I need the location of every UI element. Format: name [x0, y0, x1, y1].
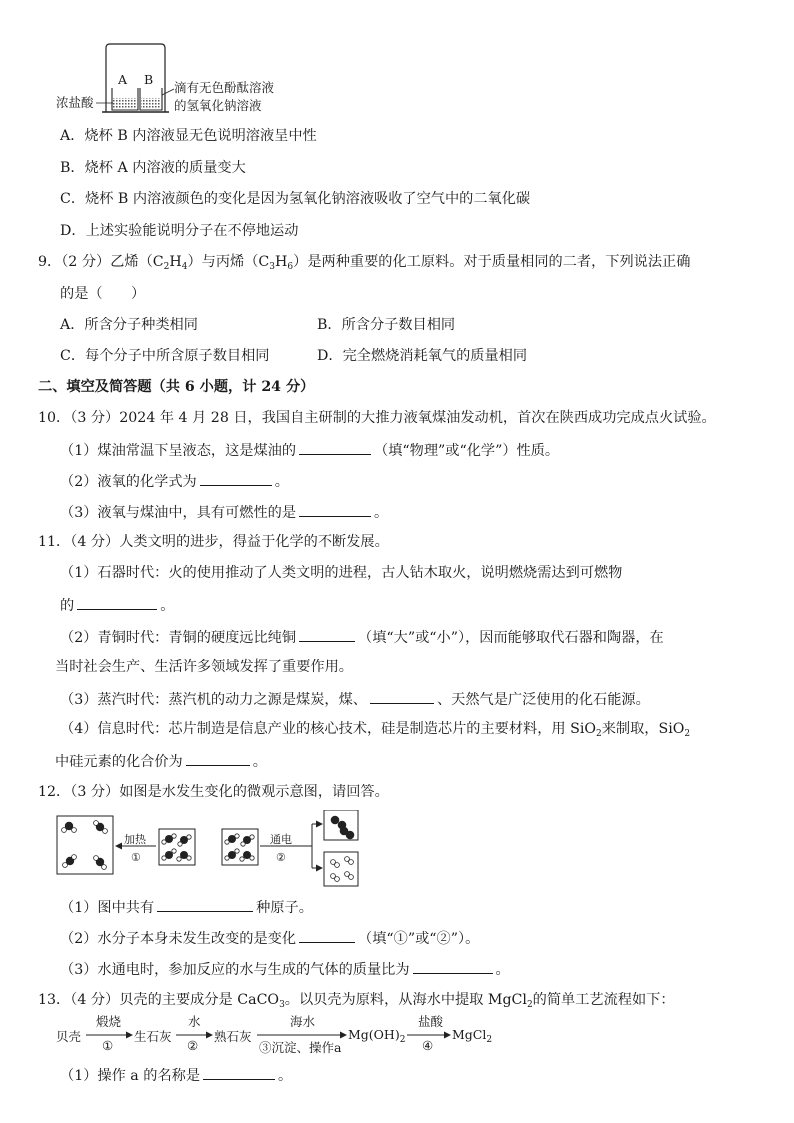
q13-flow-shell: 贝壳: [56, 1029, 82, 1044]
q10-part3: （3）液氧与煤油中，具有可燃性的是 。: [60, 501, 388, 523]
q13-arrow1-bottom: ①: [102, 1038, 114, 1053]
q12-arrow2-label: 通电: [270, 833, 292, 846]
q12-arrow1-label: 加热: [124, 833, 146, 846]
q13-blank-1[interactable]: [203, 1064, 275, 1080]
q13-arrow4-bottom: ④: [422, 1038, 434, 1053]
q12-blank-3[interactable]: [413, 958, 493, 974]
q9-stem: 9．（2 分）乙烯$(C_2H_4)$与丙烯$(C_3H_6)$是两种重要的化工原料。对于质量相同的二者，下列说法正确: [38, 254, 691, 272]
q13-part1: （1）操作 a 的名称是 。: [60, 1064, 292, 1086]
q13-arrow2-top: 水: [188, 1014, 201, 1029]
q13-flow-slakedlime: 熟石灰: [214, 1029, 252, 1044]
q13-stem: 13．（4 分）贝壳的主要成分是 CaCO$_3$。以贝壳为原料，从海水中提取 MgCl$_2$的简单工艺流程如下：: [38, 992, 675, 1010]
q13-flow-mgoh2: $Mg(OH)_2$: [348, 1027, 406, 1045]
q11-part1-line1: （1）石器时代：火的使用推动了人类文明的进程，古人钻木取火，说明燃烧需达到可燃物: [60, 565, 623, 581]
q12-arrow1-number: ①: [131, 851, 141, 864]
q8-option-b: B．烧杯 A 内溶液的质量变大: [60, 160, 246, 176]
q10-part2: （2）液氧的化学式为 。: [60, 470, 289, 492]
section-2-title: 二、填空及简答题（共 6 小题，计 24 分）: [38, 379, 315, 395]
q9-option-a: A．所含分子种类相同: [60, 317, 198, 333]
q10-stem: 10．（3 分）2024 年 4 月 28 日，我国自主研制的大推力液氧煤油发动机，首次在陕西成功完成点火试验。: [38, 410, 716, 426]
q13-arrow3-top: 海水: [290, 1014, 316, 1029]
q12-blank-1[interactable]: [157, 896, 253, 912]
q8-label-beaker-a: A: [118, 72, 128, 87]
q11-blank-4[interactable]: [186, 750, 250, 766]
q9-option-c: C．每个分子中所含原子数目相同: [60, 348, 270, 364]
q11-blank-2[interactable]: [299, 626, 355, 642]
q13-arrow1-top: 煅烧: [96, 1014, 122, 1029]
q12-arrow2-number: ②: [276, 851, 286, 864]
q13-flowchart: [56, 1014, 496, 1058]
q8-label-naoh-1: 滴有无色酚酞溶液: [174, 80, 275, 95]
q8-label-beaker-b: B: [144, 72, 154, 87]
q8-option-c: C．烧杯 B 内溶液颜色的变化是因为氢氧化钠溶液吸收了空气中的二氧化碳: [60, 191, 531, 207]
q12-figure: [56, 810, 366, 890]
q12-part3: （3）水通电时，参加反应的水与生成的气体的质量比为 。: [60, 958, 510, 980]
q12-blank-2[interactable]: [299, 927, 355, 943]
q11-part4-line2: 中硅元素的化合价为 。: [55, 750, 267, 772]
q13-arrow4-top: 盐酸: [418, 1014, 444, 1029]
q11-blank-1[interactable]: [77, 594, 157, 610]
q11-part1-line2: 的 。: [60, 594, 174, 616]
q11-part2-line2: 当时社会生产、生活许多领域发挥了重要作用。: [55, 659, 353, 675]
q13-arrow2-bottom: ②: [187, 1038, 199, 1053]
q12-molecule-diagram: [56, 810, 366, 890]
q12-part2: （2）水分子本身未发生改变的是变化 （填“①”或“②”）。: [60, 927, 479, 949]
q8-option-a: A．烧杯 B 内溶液显无色说明溶液呈中性: [60, 128, 317, 144]
q8-label-naoh-2: 的氢氧化钠溶液: [174, 98, 262, 113]
q9-option-b: B．所含分子数目相同: [317, 317, 456, 333]
q8-label-hcl: 浓盐酸: [56, 95, 94, 110]
q11-stem: 11．（4 分）人类文明的进步，得益于化学的不断发展。: [38, 534, 389, 550]
q10-part1: （1）煤油常温下呈液态，这是煤油的 （填“物理”或“化学”）性质。: [60, 439, 559, 461]
q13-flow-mgcl2: MgCl$_2$: [452, 1027, 493, 1045]
q10-blank-2[interactable]: [200, 470, 272, 486]
q9-stem-line2: 的是（ ）: [60, 286, 146, 302]
q10-blank-1[interactable]: [299, 439, 371, 455]
q12-part1: （1）图中共有 种原子。: [60, 896, 313, 918]
q13-arrow3-bottom: ③沉淀、操作a: [259, 1040, 342, 1055]
q8-figure: [56, 40, 296, 118]
q11-part3: （3）蒸汽时代：蒸汽机的动力之源是煤炭，煤、 、天然气是广泛使用的化石能源。: [60, 688, 650, 710]
q10-blank-3[interactable]: [299, 501, 371, 517]
q9-option-d: D．完全燃烧消耗氧气的质量相同: [317, 348, 528, 364]
q11-part4-line1: （4）信息时代：芯片制造是信息产业的核心技术，硅是制造芯片的主要材料，用 SiO$_2$来制取，SiO$_2$: [60, 721, 691, 739]
q11-blank-3[interactable]: [370, 688, 434, 704]
q13-flow-quicklime: 生石灰: [134, 1029, 172, 1044]
q8-option-d: D．上述实验能说明分子在不停地运动: [60, 223, 299, 239]
q11-part2-line1: （2）青铜时代：青铜的硬度远比纯铜 （填“大”或“小”），因而能够取代石器和陶器，在: [60, 626, 664, 648]
q12-stem: 12．（3 分）如图是水发生变化的微观示意图，请回答。: [38, 784, 389, 800]
